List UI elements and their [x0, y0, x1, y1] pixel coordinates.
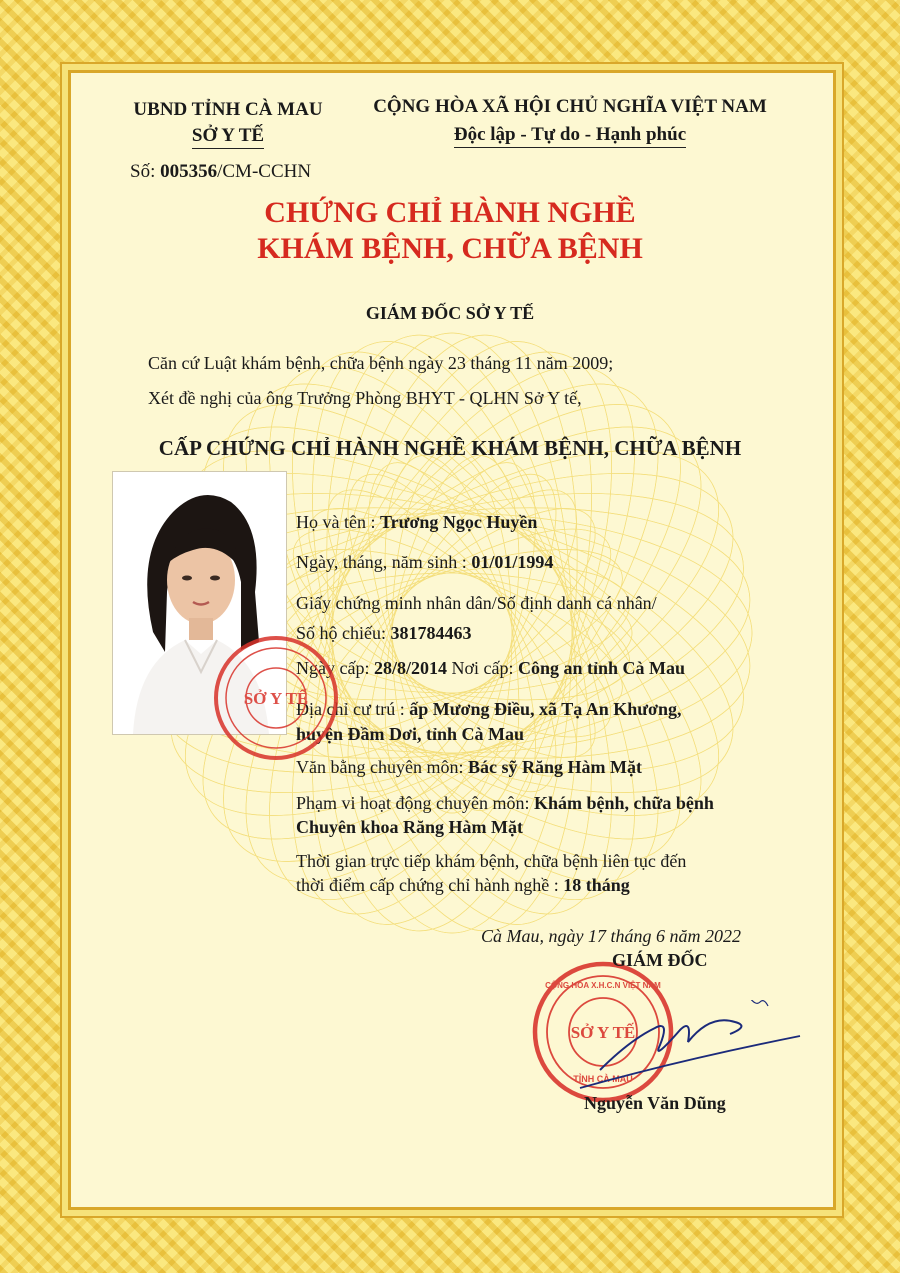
- address-line2: huyện Đầm Dơi, tỉnh Cà Mau: [296, 724, 524, 744]
- issuer-title: GIÁM ĐỐC SỞ Y TẾ: [365, 303, 535, 323]
- official-seal-bottom-text: TỈNH CÀ MAU: [573, 1074, 633, 1084]
- degree: Bác sỹ Răng Hàm Mặt: [467, 757, 642, 777]
- national-motto: [355, 93, 785, 149]
- department-name: SỞ Y TẾ: [192, 124, 264, 149]
- issue-date: 28/8/2014: [373, 658, 447, 678]
- practice-time: 18 tháng: [563, 875, 630, 895]
- photo-seal-center-text: SỞ Y TẾ: [243, 689, 309, 708]
- photo-seal-stamp: [210, 624, 342, 772]
- grant-statement: CẤP CHỨNG CHỈ HÀNH NGHỀ KHÁM BỆNH, CHỮA BỆNH: [158, 436, 742, 460]
- province-committee: UBND TỈNH CÀ MAU: [133, 99, 323, 120]
- holder-name-row: Họ và tên : Trương Ngọc Huyền: [296, 512, 538, 532]
- certificate-number: Số: 005356/CM-CCHN: [130, 161, 312, 182]
- scope-row-2: [296, 814, 523, 840]
- certificate-number-value: 005356: [160, 161, 218, 182]
- dob-row: Ngày, tháng, năm sinh : 01/01/1994: [296, 552, 554, 572]
- authority-header: [128, 97, 328, 149]
- issue-place: Công an tỉnh Cà Mau: [517, 658, 686, 678]
- id-row: Số hộ chiếu: 381784463: [296, 623, 472, 643]
- legal-basis-line1: Căn cứ Luật khám bệnh, chữa bệnh ngày 23 tháng 11 năm 2009;: [148, 353, 614, 373]
- scope-row: Phạm vi hoạt động chuyên môn: Khám bệnh, chữa bệnh: [296, 793, 714, 813]
- id-label-row: Giấy chứng minh nhân dân/Số định danh cá nhân/: [296, 593, 657, 613]
- id-number: 381784463: [390, 623, 472, 643]
- handwritten-signature: [560, 1000, 810, 1100]
- degree-row: Văn bằng chuyên môn: Bác sỹ Răng Hàm Mặt: [296, 757, 642, 777]
- address-line1: ấp Mương Điều, xã Tạ An Khương,: [409, 699, 682, 719]
- scope-line2: Chuyên khoa Răng Hàm Mặt: [296, 817, 524, 837]
- issue-place-date: Cà Mau, ngày 17 tháng 6 năm 2022: [481, 926, 741, 946]
- official-seal-ring-text: CỘNG HÒA X.H.C.N VIỆT NAM: [545, 981, 661, 990]
- issue-row: Ngày cấp: 28/8/2014 Nơi cấp: Công an tỉnh Cà Mau: [296, 658, 686, 678]
- legal-basis-line2: Xét đề nghị của ông Trưởng Phòng BHYT - QLHN Sở Y tế,: [148, 388, 582, 408]
- address-row: Địa chỉ cư trú : ấp Mương Điều, xã Tạ An Khương,: [296, 699, 682, 719]
- motto: Độc lập - Tự do - Hạnh phúc: [454, 123, 686, 148]
- signer-name: Nguyễn Văn Dũng: [584, 1093, 726, 1113]
- official-seal-center-text: SỞ Y TẾ: [570, 1023, 636, 1042]
- holder-name: Trương Ngọc Huyền: [379, 512, 538, 532]
- signer-role: GIÁM ĐỐC: [612, 950, 708, 970]
- practice-time-row: thời điểm cấp chứng chỉ hành nghề : 18 tháng: [296, 875, 630, 895]
- date-of-birth: 01/01/1994: [471, 552, 554, 572]
- scope-line1: Khám bệnh, chữa bệnh: [533, 793, 714, 813]
- certificate-title: CHỨNG CHỈ HÀNH NGHỀ KHÁM BỆNH, CHỮA BỆNH: [257, 196, 643, 265]
- country-name: CỘNG HÒA XÃ HỘI CHỦ NGHĨA VIỆT NAM: [373, 96, 767, 117]
- practice-time-label: Thời gian trực tiếp khám bệnh, chữa bệnh liên tục đến: [296, 851, 687, 871]
